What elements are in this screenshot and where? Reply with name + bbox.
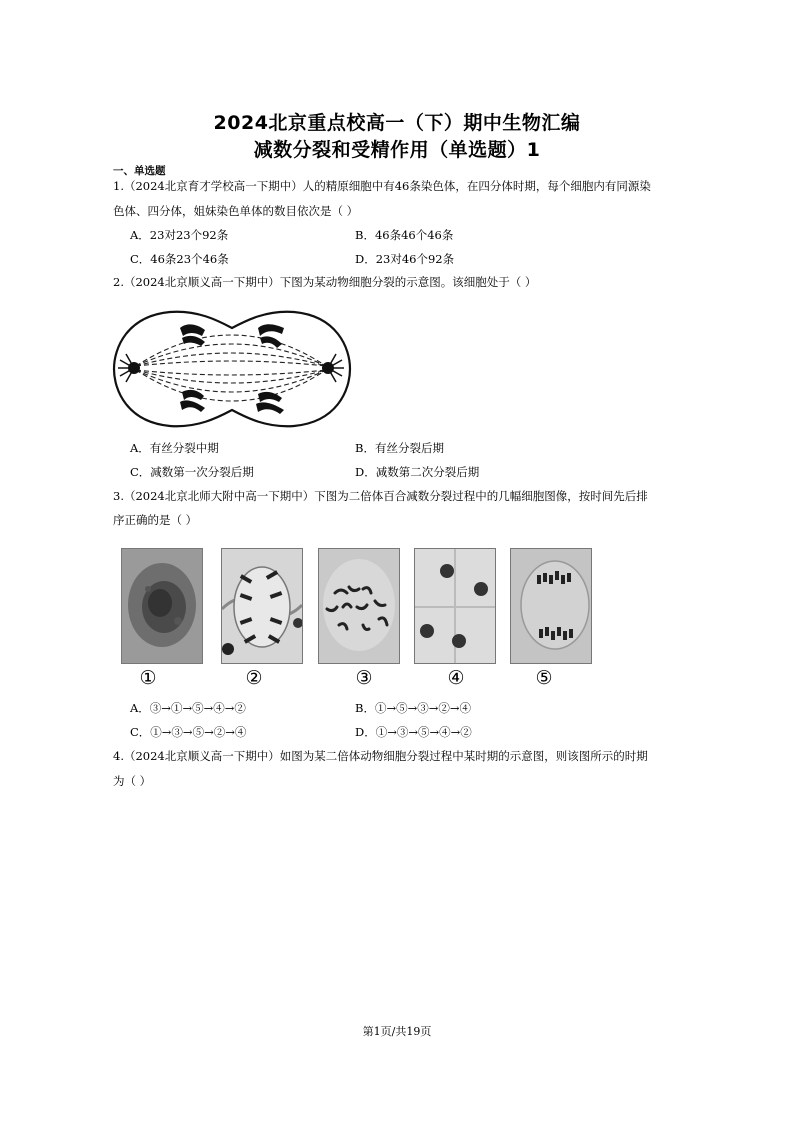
question-3-option-c[interactable]: C．①→③→⑤→②→④ bbox=[130, 725, 247, 739]
doc-title-line2: 减数分裂和受精作用（单选题）1 bbox=[253, 139, 541, 161]
question-3-option-b[interactable]: B．①→⑤→③→②→④ bbox=[355, 701, 471, 715]
question-3-option-d[interactable]: D．①→③→⑤→④→② bbox=[355, 725, 472, 739]
question-2-option-a[interactable]: A．有丝分裂中期 bbox=[130, 441, 219, 455]
micrograph-3 bbox=[318, 548, 400, 664]
micrograph-5 bbox=[510, 548, 592, 664]
question-2-option-c[interactable]: C．减数第一次分裂后期 bbox=[130, 465, 254, 479]
question-4-stem-line1: 4.（2024北京顺义高一下期中）如图为某二倍体动物细胞分裂过程中某时期的示意图，则该图所示的时期 bbox=[113, 749, 648, 763]
question-2-stem-line1: 2.（2024北京顺义高一下期中）下图为某动物细胞分裂的示意图。该细胞处于（ ） bbox=[113, 275, 537, 289]
micrograph-4 bbox=[414, 548, 496, 664]
question-1-option-d[interactable]: D．23对46个92条 bbox=[355, 252, 455, 266]
question-2-option-b[interactable]: B．有丝分裂后期 bbox=[355, 441, 444, 455]
question-4-stem-line2: 为（ ） bbox=[113, 774, 152, 788]
section-heading: 一、单选题 bbox=[113, 165, 166, 177]
micrograph-5-label: ⑤ bbox=[535, 667, 553, 689]
page-footer: 第1页/共19页 bbox=[362, 1025, 432, 1038]
doc-title-line1: 2024北京重点校高一（下）期中生物汇编 bbox=[213, 112, 581, 134]
question-1-option-c[interactable]: C．46条23个46条 bbox=[130, 252, 229, 266]
centrosome-left bbox=[118, 354, 140, 382]
question-1-stem-line2: 色体、四分体，姐妹染色单体的数目依次是（ ） bbox=[113, 204, 359, 218]
chromosomes bbox=[180, 324, 284, 414]
question-1-stem-line1: 1.（2024北京育才学校高一下期中）人的精原细胞中有46条染色体，在四分体时期，每个细胞内有同源染 bbox=[113, 179, 651, 193]
question-3-stem-line2: 序正确的是（ ） bbox=[113, 513, 198, 527]
centrosome-right bbox=[322, 354, 344, 382]
question-1-option-b[interactable]: B．46条46个46条 bbox=[355, 228, 454, 242]
micrograph-2 bbox=[221, 548, 303, 664]
micrograph-3-label: ③ bbox=[355, 667, 373, 689]
micrograph-1 bbox=[121, 548, 203, 664]
question-3-stem-line1: 3.（2024北京北师大附中高一下期中）下图为二倍体百合减数分裂过程中的几幅细胞图像，按时间先后排 bbox=[113, 489, 648, 503]
micrograph-2-label: ② bbox=[245, 667, 263, 689]
question-1-option-a[interactable]: A．23对23个92条 bbox=[130, 228, 229, 242]
cell-membrane bbox=[114, 312, 350, 427]
question-2-option-d[interactable]: D．减数第二次分裂后期 bbox=[355, 465, 480, 479]
micrograph-4-label: ④ bbox=[447, 667, 465, 689]
question-3-option-a[interactable]: A．③→①→⑤→④→② bbox=[130, 701, 246, 715]
spindle-fibers bbox=[136, 335, 326, 401]
micrograph-1-label: ① bbox=[139, 667, 157, 689]
cell-division-diagram bbox=[112, 308, 352, 430]
